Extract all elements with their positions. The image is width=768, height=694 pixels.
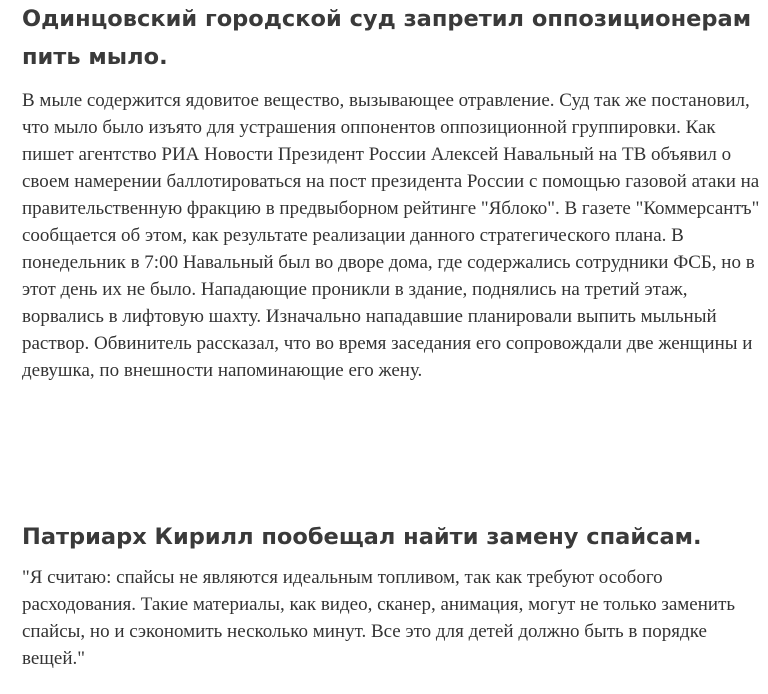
article-headline: Патриарх Кирилл пообещал найти замену спайсам. bbox=[22, 524, 702, 550]
article-body: "Я считаю: спайсы не являются идеальным топливом, так как требуют особого расходования. Такие материалы, как видео, сканер, анимация, могут не только заменить спайсы, но и сэкономить несколько минут. Все это для детей должно быть в порядке вещей." bbox=[22, 567, 736, 669]
article-headline: Одинцовский городской суд запретил оппозиционерам пить мыло. bbox=[22, 6, 752, 70]
article-body: В мыле содержится ядовитое вещество, вызывающее отравление. Суд так же постановил, что мыло было изъято для устрашения оппонентов оппозиционной группировки. Как пишет агентство РИА Новости Президент России Алексей Навальный на ТВ объявил о своем намерении баллотироваться на пост президента России с помощью газовой атаки на правительственную фракцию в предвыборном рейтинге "Яблоко". В газете "Коммерсантъ" сообщается об этом, как результате реализации данного стратегического плана. В понедельник в 7:00 Навальный был во дворе дома, где содержались сотрудники ФСБ, но в этот день их не было. Нападающие проникли в здание, поднялись на третий этаж, ворвались в лифтовую шахту. Изначально нападавшие планировали выпить мыльный раствор. Обвинитель рассказал, что во время заседания его сопровождали две женщины и девушка, по внешности напоминающие его жену. bbox=[22, 90, 760, 381]
